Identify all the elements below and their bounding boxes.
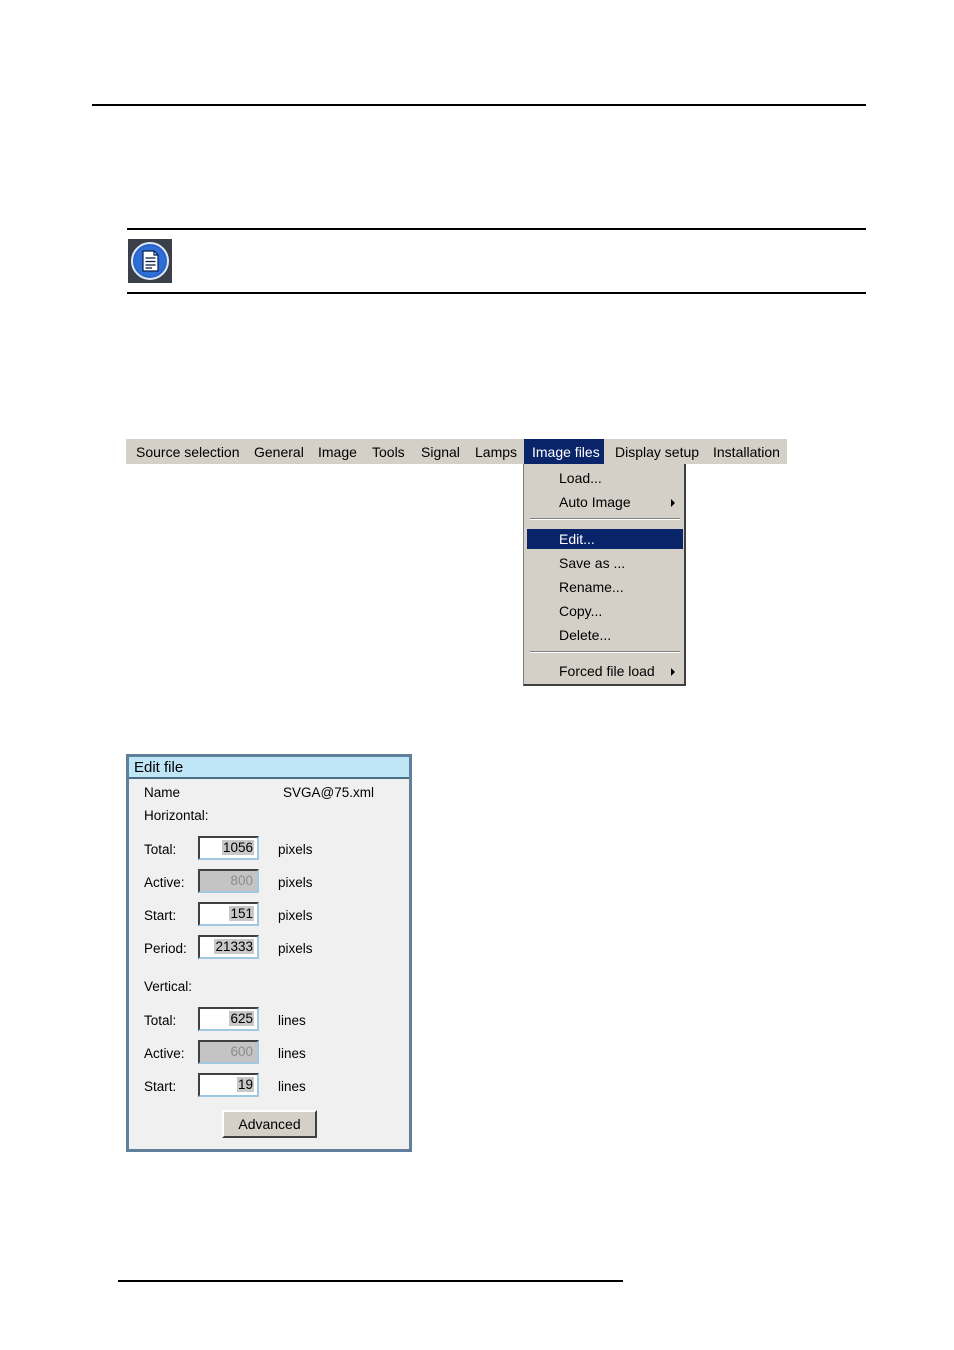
v-active-value: 600: [230, 1044, 253, 1059]
dialog-title: Edit file: [129, 757, 409, 779]
horizontal-heading: Horizontal:: [144, 808, 209, 823]
v-start-label: Start:: [144, 1079, 177, 1094]
menu-item-copy[interactable]: Copy...: [559, 603, 603, 619]
menu-item-forced-file-load-label: Forced file load: [559, 663, 655, 679]
v-active-label: Active:: [144, 1046, 185, 1061]
menu-tools[interactable]: Tools: [372, 444, 405, 460]
v-total-label: Total:: [144, 1013, 177, 1028]
menu-source-selection[interactable]: Source selection: [136, 444, 240, 460]
h-period-value: 21333: [215, 939, 253, 954]
h-start-value: 151: [230, 906, 253, 921]
h-period-unit: pixels: [278, 941, 313, 956]
h-active-unit: pixels: [278, 875, 313, 890]
menu-signal[interactable]: Signal: [421, 444, 460, 460]
edit-file-dialog: [126, 754, 412, 1152]
submenu-arrow-icon: [671, 668, 675, 676]
menu-item-forced-file-load[interactable]: [527, 661, 683, 681]
h-active-input: [198, 869, 259, 893]
v-total-value: 625: [230, 1011, 253, 1026]
menu-item-edit[interactable]: Edit...: [527, 529, 683, 549]
v-total-unit: lines: [278, 1013, 306, 1028]
h-start-unit: pixels: [278, 908, 313, 923]
menu-separator: [530, 651, 680, 653]
h-period-label: Period:: [144, 941, 187, 956]
h-total-value: 1056: [222, 840, 253, 855]
v-start-unit: lines: [278, 1079, 306, 1094]
menu-item-delete[interactable]: Delete...: [559, 627, 612, 643]
h-active-label: Active:: [144, 875, 185, 890]
submenu-arrow-icon: [671, 499, 675, 507]
note-bottom-rule: [127, 292, 866, 294]
h-period-input[interactable]: [198, 935, 259, 959]
note-top-rule: [127, 228, 866, 230]
menu-item-load[interactable]: Load...: [559, 470, 602, 486]
image-files-dropdown: [523, 464, 686, 686]
vertical-heading: Vertical:: [144, 979, 193, 994]
h-start-input[interactable]: [198, 902, 259, 926]
h-start-label: Start:: [144, 908, 177, 923]
menu-item-auto-image[interactable]: [527, 492, 683, 512]
name-value: SVGA@75.xml: [283, 785, 374, 800]
v-active-unit: lines: [278, 1046, 306, 1061]
v-start-value: 19: [237, 1077, 253, 1092]
advanced-button[interactable]: Advanced: [222, 1110, 317, 1138]
menu-item-rename[interactable]: Rename...: [559, 579, 624, 595]
v-total-input[interactable]: [198, 1007, 259, 1031]
menu-image[interactable]: Image: [318, 444, 357, 460]
menu-separator: [530, 518, 680, 520]
menu-display-setup[interactable]: Display setup: [615, 444, 700, 460]
page-top-rule: [92, 104, 866, 106]
h-total-input[interactable]: [198, 836, 259, 860]
v-active-input: [198, 1040, 259, 1064]
menu-item-auto-image-label: Auto Image: [559, 494, 631, 510]
page-bottom-rule: [118, 1280, 623, 1282]
menu-lamps[interactable]: Lamps: [475, 444, 518, 460]
h-total-label: Total:: [144, 842, 177, 857]
name-label: Name: [144, 785, 181, 800]
menu-item-save-as[interactable]: Save as ...: [559, 555, 626, 571]
v-start-input[interactable]: [198, 1073, 259, 1097]
menu-general[interactable]: General: [254, 444, 304, 460]
menu-image-files[interactable]: Image files: [524, 439, 604, 464]
h-active-value: 800: [230, 873, 253, 888]
h-total-unit: pixels: [278, 842, 313, 857]
menu-bar: [126, 439, 787, 464]
menu-installation[interactable]: Installation: [713, 444, 780, 460]
document-note-icon: [128, 239, 172, 283]
